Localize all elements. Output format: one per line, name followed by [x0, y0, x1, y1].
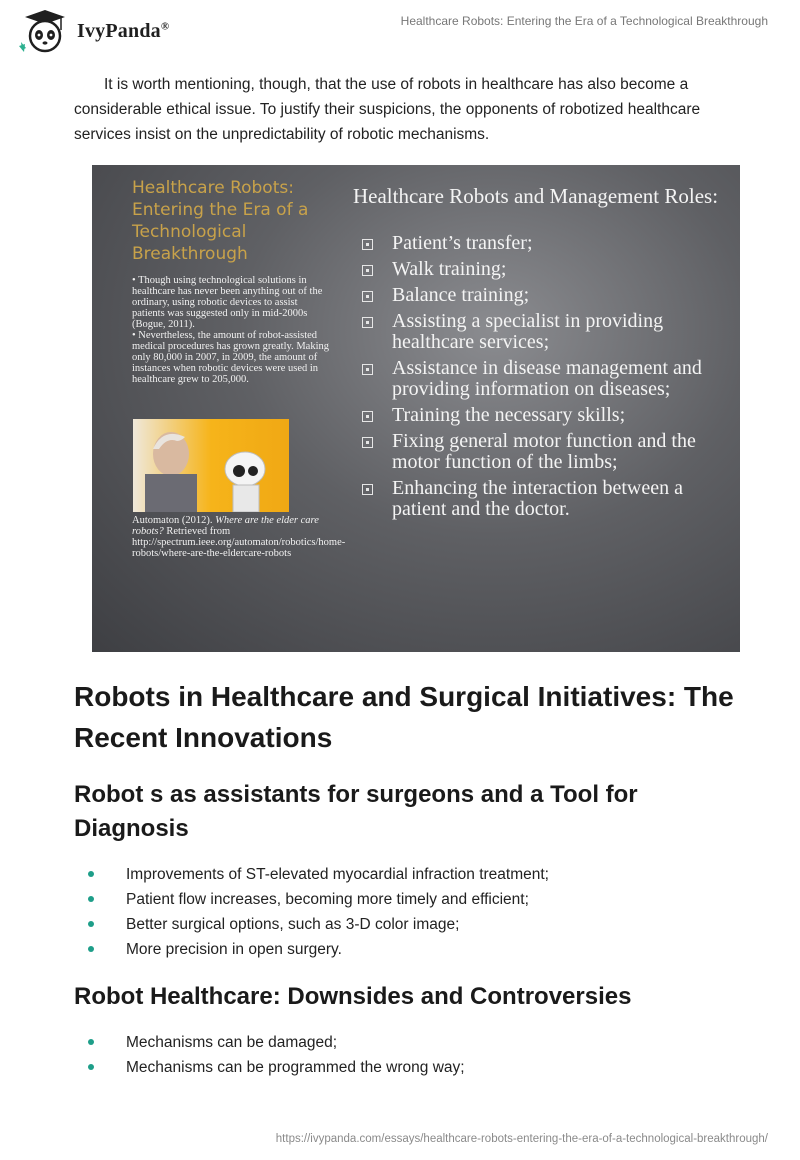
square-bullet-icon	[362, 239, 373, 250]
downsides-bullet-list	[88, 1030, 728, 1080]
square-bullet-icon	[362, 364, 373, 375]
slide-left-title: Healthcare Robots: Entering the Era of a Technological Breakthrough	[132, 178, 309, 264]
slide-list-item: Walk training;	[362, 259, 727, 280]
page-header	[0, 0, 800, 60]
slide-left-bullet: • Nevertheless, the amount of robot-assisted medical procedures has grown greatly. Making only 80,000 in 2007, in 2009, the amount of instances when robotic devices were used in healthcare grew to 205,000.	[132, 330, 330, 385]
slide-right-title: Healthcare Robots and Management Roles:	[353, 184, 719, 208]
list-item: Mechanisms can be programmed the wrong way;	[88, 1055, 728, 1080]
bullet-dot-icon	[88, 871, 94, 877]
bullet-dot-icon	[88, 921, 94, 927]
brand-logo[interactable]	[15, 8, 169, 54]
slide-roles-list	[362, 233, 727, 525]
slide-list-item: Fixing general motor function and the motor function of the limbs;	[362, 431, 727, 473]
slide-list-item: Assistance in disease management and providing information on diseases;	[362, 358, 727, 400]
elder-and-robot-photo	[133, 419, 289, 512]
slide-list-item: Patient’s transfer;	[362, 233, 727, 254]
slide-left-bullet: • Though using technological solutions in healthcare has never been anything out of the ordinary, using robotic devices to assist patients was suggested only in mid-2000s (Bogue, 2011).	[132, 275, 323, 330]
square-bullet-icon	[362, 437, 373, 448]
slide-list-item: Training the necessary skills;	[362, 405, 727, 426]
square-bullet-icon	[362, 317, 373, 328]
list-item: Better surgical options, such as 3-D color image;	[88, 912, 728, 937]
panda-logo-icon	[15, 8, 71, 54]
list-item: More precision in open surgery.	[88, 937, 728, 962]
source-url-link[interactable]: https://ivypanda.com/essays/healthcare-robots-entering-the-era-of-a-technological-breakthrough/	[275, 1133, 768, 1145]
presentation-slide-image	[92, 165, 740, 652]
list-item: Patient flow increases, becoming more timely and efficient;	[88, 887, 728, 912]
slide-image-caption: Automaton (2012). Where are the elder care robots? Retrieved from http://spectrum.ieee.org/automaton/robotics/home-robots/where-are-the-eldercare-robots	[132, 515, 346, 559]
bullet-dot-icon	[88, 1064, 94, 1070]
list-item: Mechanisms can be damaged;	[88, 1030, 728, 1055]
square-bullet-icon	[362, 291, 373, 302]
bullet-dot-icon	[88, 1039, 94, 1045]
slide-list-item: Balance training;	[362, 285, 727, 306]
slide-left-text	[132, 275, 332, 385]
slide-list-item: Assisting a specialist in providing healthcare services;	[362, 311, 727, 353]
slide-list-item: Enhancing the interaction between a patient and the doctor.	[362, 478, 727, 520]
list-item: Improvements of ST-elevated myocardial infraction treatment;	[88, 862, 728, 887]
bullet-dot-icon	[88, 896, 94, 902]
square-bullet-icon	[362, 411, 373, 422]
brand-name: IvyPanda®	[77, 19, 170, 42]
subsection-heading-assistants: Robot s as assistants for surgeons and a Tool for Diagnosis	[74, 781, 638, 842]
elder-robot-illustration-icon	[133, 419, 289, 512]
bullet-dot-icon	[88, 946, 94, 952]
section-heading: Robots in Healthcare and Surgical Initiatives: The Recent Innovations	[74, 681, 734, 753]
subsection-heading-downsides: Robot Healthcare: Downsides and Controversies	[74, 983, 632, 1010]
square-bullet-icon	[362, 265, 373, 276]
intro-paragraph: It is worth mentioning, though, that the use of robots in healthcare has also become a considerable ethical issue. To justify their suspicions, the opponents of robotized healthcare services insist on the unpredictability of robotic mechanisms.	[74, 76, 701, 143]
assistants-bullet-list	[88, 862, 728, 962]
document-title: Healthcare Robots: Entering the Era of a Technological Breakthrough	[400, 14, 768, 28]
square-bullet-icon	[362, 484, 373, 495]
